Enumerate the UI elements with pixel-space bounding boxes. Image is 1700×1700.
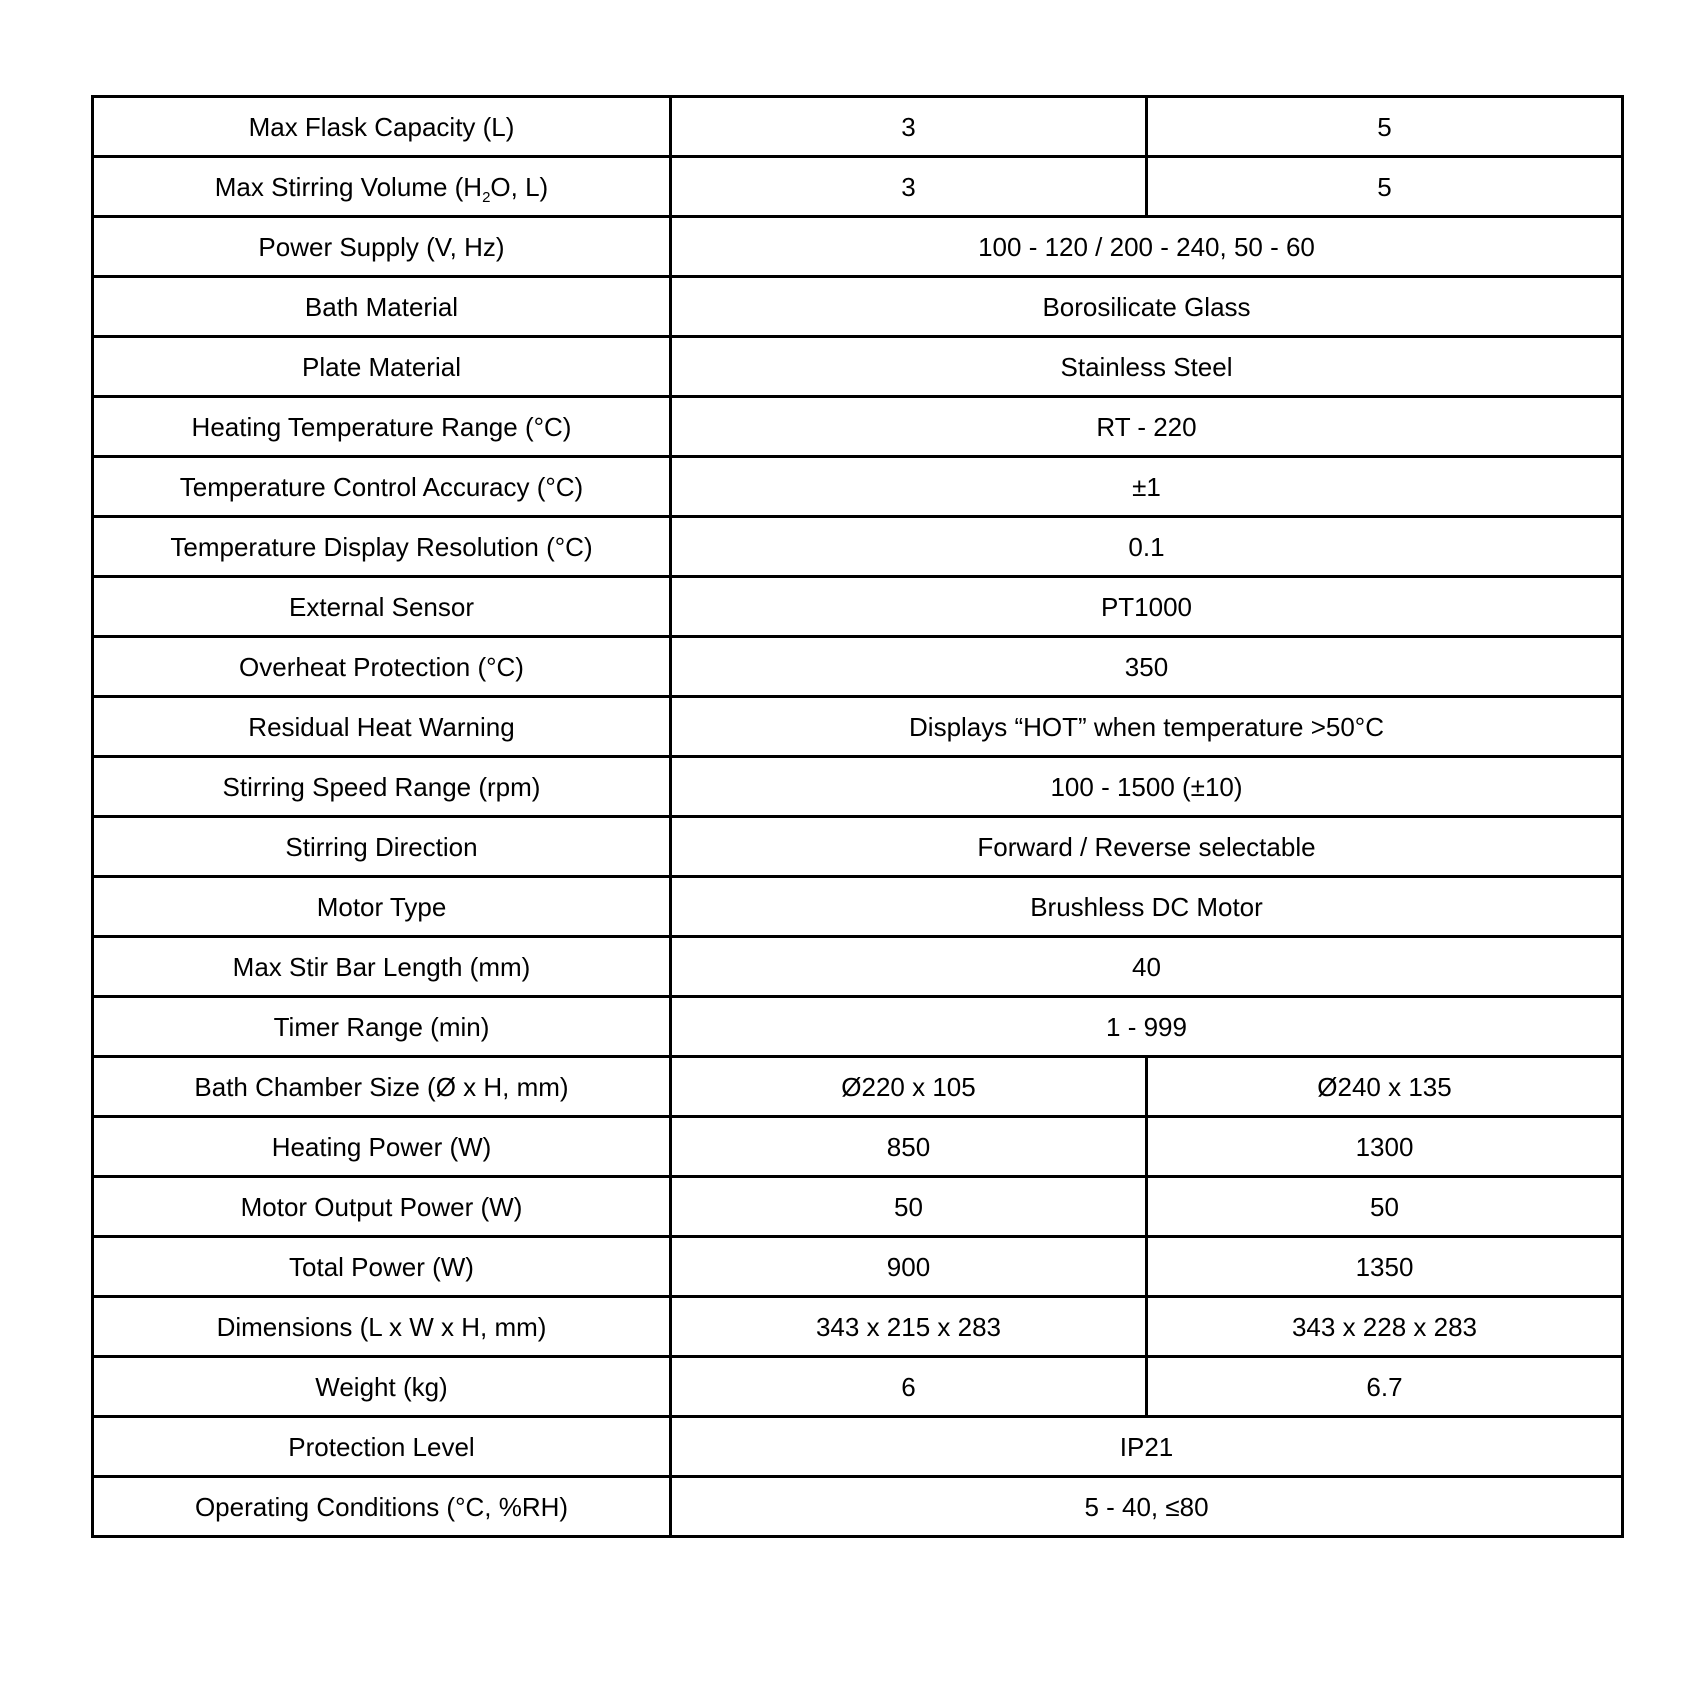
row-value-model-a: Ø220 x 105 xyxy=(671,1057,1147,1117)
spec-table xyxy=(91,95,1624,1538)
row-label: Bath Material xyxy=(93,277,671,337)
row-label: Heating Temperature Range (°C) xyxy=(93,397,671,457)
row-label: Stirring Speed Range (rpm) xyxy=(93,757,671,817)
row-label xyxy=(93,157,671,217)
row-value-shared: RT - 220 xyxy=(671,397,1623,457)
label-subscript: 2 xyxy=(482,188,491,206)
row-value-shared: Borosilicate Glass xyxy=(671,277,1623,337)
row-value-model-b: 6.7 xyxy=(1147,1357,1623,1417)
row-label: Heating Power (W) xyxy=(93,1117,671,1177)
table-row xyxy=(93,1177,1623,1237)
row-label: Total Power (W) xyxy=(93,1237,671,1297)
table-row xyxy=(93,1117,1623,1177)
row-label: Protection Level xyxy=(93,1417,671,1477)
row-value-shared: Forward / Reverse selectable xyxy=(671,817,1623,877)
label-text: Max Stirring Volume (H xyxy=(214,171,483,202)
row-label: Max Flask Capacity (L) xyxy=(93,97,671,157)
row-label: Temperature Display Resolution (°C) xyxy=(93,517,671,577)
row-value-model-b: 1300 xyxy=(1147,1117,1623,1177)
row-label: Residual Heat Warning xyxy=(93,697,671,757)
row-value-shared: 100 - 1500 (±10) xyxy=(671,757,1623,817)
table-row xyxy=(93,817,1623,877)
row-label: Motor Output Power (W) xyxy=(93,1177,671,1237)
row-value-model-a: 3 xyxy=(671,157,1147,217)
row-value-model-a: 343 x 215 x 283 xyxy=(671,1297,1147,1357)
row-label: Operating Conditions (°C, %RH) xyxy=(93,1477,671,1537)
row-label: Dimensions (L x W x H, mm) xyxy=(93,1297,671,1357)
row-value-shared: 5 - 40, ≤80 xyxy=(671,1477,1623,1537)
table-row xyxy=(93,277,1623,337)
table-row xyxy=(93,937,1623,997)
table-row xyxy=(93,637,1623,697)
row-value-model-a: 6 xyxy=(671,1357,1147,1417)
row-label: Overheat Protection (°C) xyxy=(93,637,671,697)
table-row xyxy=(93,1237,1623,1297)
label-text: O, L) xyxy=(490,171,549,202)
row-value-shared: 1 - 999 xyxy=(671,997,1623,1057)
row-label: Max Stir Bar Length (mm) xyxy=(93,937,671,997)
table-row xyxy=(93,517,1623,577)
row-value-model-b: 5 xyxy=(1147,97,1623,157)
row-label: Bath Chamber Size (Ø x H, mm) xyxy=(93,1057,671,1117)
row-value-model-a: 850 xyxy=(671,1117,1147,1177)
row-value-model-b: 1350 xyxy=(1147,1237,1623,1297)
row-value-shared: Stainless Steel xyxy=(671,337,1623,397)
table-row xyxy=(93,1297,1623,1357)
row-label: Timer Range (min) xyxy=(93,997,671,1057)
table-row xyxy=(93,217,1623,277)
row-label: Plate Material xyxy=(93,337,671,397)
row-label: Stirring Direction xyxy=(93,817,671,877)
row-value-model-a: 900 xyxy=(671,1237,1147,1297)
row-label: Motor Type xyxy=(93,877,671,937)
row-value-shared: 40 xyxy=(671,937,1623,997)
row-value-shared: Brushless DC Motor xyxy=(671,877,1623,937)
row-value-model-b: 343 x 228 x 283 xyxy=(1147,1297,1623,1357)
row-label: External Sensor xyxy=(93,577,671,637)
row-value-shared: 0.1 xyxy=(671,517,1623,577)
row-value-shared: Displays “HOT” when temperature >50°C xyxy=(671,697,1623,757)
row-value-shared: PT1000 xyxy=(671,577,1623,637)
row-value-model-b: 50 xyxy=(1147,1177,1623,1237)
table-row xyxy=(93,757,1623,817)
table-row xyxy=(93,397,1623,457)
table-row xyxy=(93,157,1623,217)
table-row xyxy=(93,1417,1623,1477)
row-label: Power Supply (V, Hz) xyxy=(93,217,671,277)
table-row xyxy=(93,877,1623,937)
table-row xyxy=(93,997,1623,1057)
row-value-shared: 350 xyxy=(671,637,1623,697)
table-row xyxy=(93,1057,1623,1117)
row-value-model-b: Ø240 x 135 xyxy=(1147,1057,1623,1117)
row-value-shared: IP21 xyxy=(671,1417,1623,1477)
table-row xyxy=(93,1357,1623,1417)
row-label: Temperature Control Accuracy (°C) xyxy=(93,457,671,517)
table-row xyxy=(93,457,1623,517)
row-value-model-a: 3 xyxy=(671,97,1147,157)
row-value-shared: ±1 xyxy=(671,457,1623,517)
row-value-model-b: 5 xyxy=(1147,157,1623,217)
row-value-shared: 100 - 120 / 200 - 240, 50 - 60 xyxy=(671,217,1623,277)
table-row xyxy=(93,577,1623,637)
table-row xyxy=(93,97,1623,157)
row-label: Weight (kg) xyxy=(93,1357,671,1417)
row-value-model-a: 50 xyxy=(671,1177,1147,1237)
table-row xyxy=(93,697,1623,757)
table-row xyxy=(93,1477,1623,1537)
table-row xyxy=(93,337,1623,397)
